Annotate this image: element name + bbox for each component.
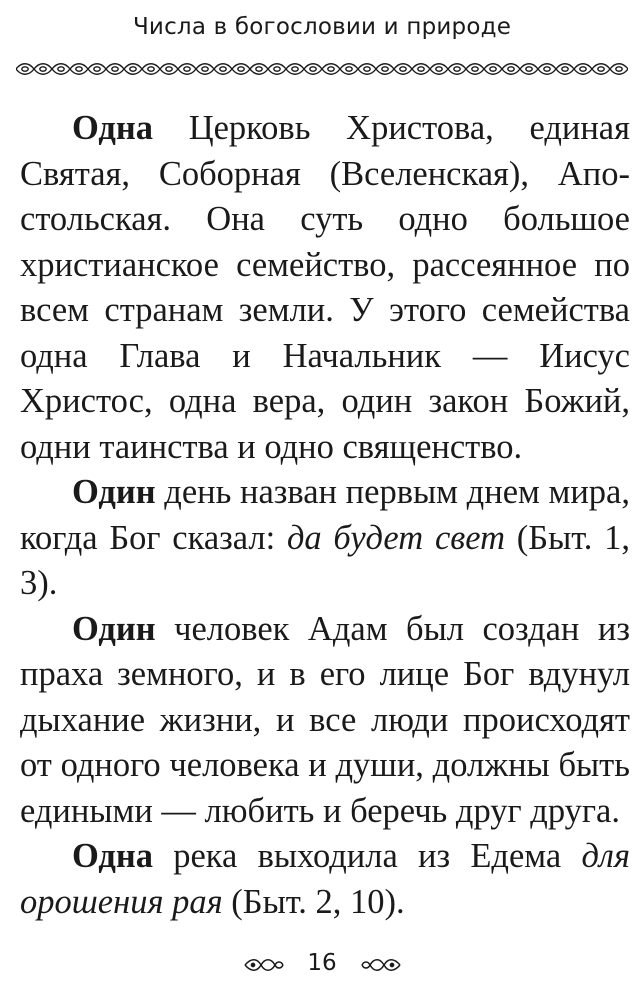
lead-word: Один	[72, 609, 156, 648]
paragraph-text: река выходила из Едема	[152, 837, 582, 875]
paragraph-text: Церковь Христова, единая Святая, Соборная (Вселенская), Апостольская. Она суть одно большое христианское семейство, рассеянное по всем странам земли. У этого семейства одна Глава и Начальник — Иисус Христос, одна вера, один закон Божий, одни таинства и одно священство.	[20, 109, 630, 466]
lead-word: Один	[72, 473, 156, 511]
scripture-quote: да будет свет	[286, 518, 506, 557]
body-text	[20, 106, 630, 925]
paragraph	[20, 106, 630, 470]
paragraph	[20, 470, 630, 607]
page-number: 16	[307, 950, 337, 976]
paragraph	[20, 607, 630, 835]
braided-border-icon	[16, 58, 628, 80]
scripture-reference: (Быт. 1, 3).	[20, 518, 630, 602]
page-footer	[0, 950, 644, 980]
paragraph	[20, 834, 630, 925]
running-title: Числа в богословии и природе	[132, 14, 512, 40]
scripture-reference: (Быт. 2, 10).	[222, 882, 405, 921]
paragraph-text: день назван первым днем мира, когда Бог сказал:	[20, 473, 630, 557]
lead-word: Одна	[72, 109, 153, 147]
right-flourish-icon	[360, 956, 402, 974]
paragraph-text: человек Адам был создан из праха земного, и в его лице Бог вдунул дыхание жизни, и все люди происходят от одного человека и души, должны быть едиными — любить и беречь друг друга.	[20, 609, 630, 830]
lead-word: Одна	[72, 837, 153, 875]
scripture-quote: для орошения рая	[20, 837, 630, 921]
